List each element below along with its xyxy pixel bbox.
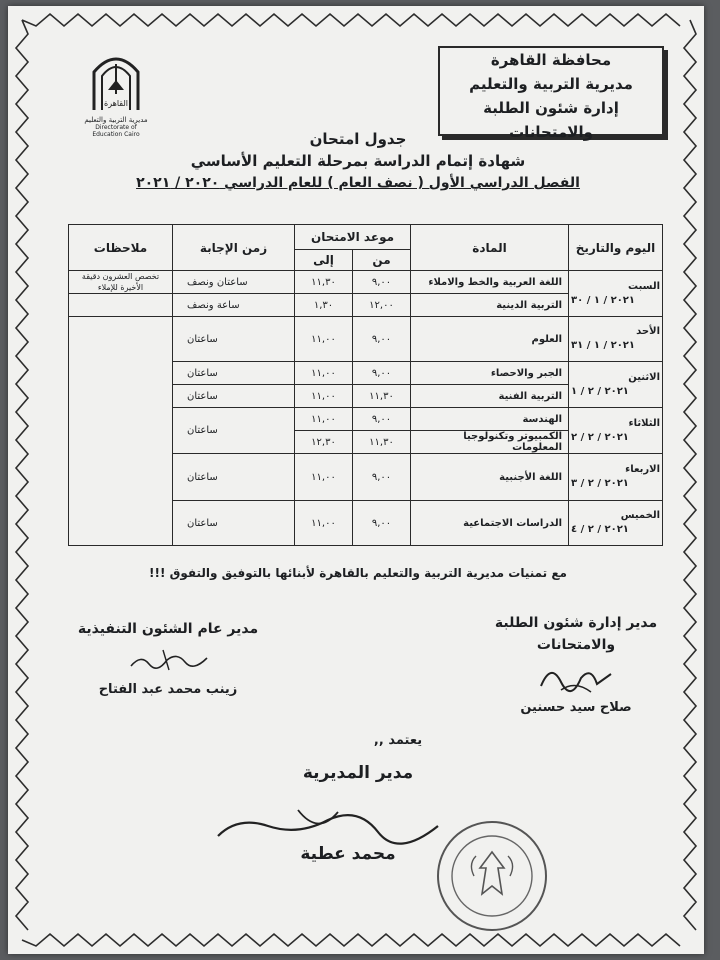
day-name: الأحد [636, 326, 661, 337]
handwritten-signature-icon [123, 640, 213, 680]
from-cell: ١٢,٠٠ [353, 294, 411, 317]
from-cell: ٩,٠٠ [353, 362, 411, 385]
from-cell: ٩,٠٠ [353, 408, 411, 431]
duration-cell: ساعتان [173, 408, 295, 454]
subject-cell: الجبر والاحصاء [411, 362, 569, 385]
header-to: إلى [295, 250, 353, 271]
notes-cell: تخصص العشرون دقيقة الأخيرة للإملاء [69, 271, 173, 294]
subject-cell: اللغة العربية والخط والاملاء [411, 271, 569, 294]
header-day-date: اليوم والتاريخ [569, 225, 663, 271]
day-name: الاثنين [628, 371, 661, 383]
duration-cell: ساعتان [173, 362, 295, 385]
document-page [8, 6, 704, 954]
day-name: الاربعاء [625, 464, 661, 475]
title-exam-schedule: جدول امتحان [309, 130, 407, 148]
signatory-title: مدير إدارة شئون الطلبة والامتحانات [494, 615, 658, 653]
exam-schedule-table [68, 224, 663, 546]
to-cell: ١١,٠٠ [295, 408, 353, 431]
to-cell: ١١,٠٠ [295, 454, 353, 501]
day-cell [569, 408, 663, 454]
directorate-header-box [438, 46, 664, 141]
handwritten-signature-icon [531, 656, 621, 698]
title-certificate: شهادة إتمام الدراسة بمرحلة التعليم الأساسي [190, 152, 526, 170]
border-zigzag [22, 14, 680, 26]
from-cell: ٩,٠٠ [353, 454, 411, 501]
cairo-emblem-icon [88, 50, 144, 112]
to-cell: ١١,٠٠ [295, 317, 353, 362]
day-date: ٢٠٢١ / ٢ / ١ [571, 385, 629, 397]
day-name: الثلاثاء [628, 417, 661, 429]
closing-wish: مع تمنيات مديرية التربية والتعليم بالقاهرة لأبنائها بالتوفيق والتفوق !!! [149, 566, 567, 580]
subject-cell: الكمبيوتر وتكنولوجيا المعلومات [411, 431, 569, 454]
header-exam-time: موعد الامتحان [295, 225, 411, 250]
day-date: ٢٠٢١ / ١ / ٣٠ [571, 294, 636, 306]
header-from: من [353, 250, 411, 271]
document-titles [128, 128, 588, 194]
subject-cell: الهندسة [411, 408, 569, 431]
header-notes: ملاحظات [69, 225, 173, 271]
duration-cell: ساعتان ونصف [173, 271, 295, 294]
to-cell: ١١,٠٠ [295, 385, 353, 408]
logo-caption-en: Directorate of Education Cairo [92, 124, 140, 138]
duration-cell: ساعة ونصف [173, 294, 295, 317]
from-cell: ١١,٣٠ [353, 385, 411, 408]
day-cell [569, 362, 663, 408]
department-label: إدارة شئون الطلبة والامتحانات [483, 99, 619, 141]
day-cell [569, 271, 663, 317]
subject-cell: التربية الفنية [411, 385, 569, 408]
day-cell [569, 454, 663, 501]
signatory-name: زينب محمد عبد الفتاح [98, 682, 238, 697]
subject-cell: الدراسات الاجتماعية [411, 501, 569, 546]
signatory-title: مدير عام الشئون التنفيذية [77, 621, 259, 637]
to-cell: ١,٣٠ [295, 294, 353, 317]
emblem-text: القاهرة [104, 99, 128, 108]
border-zigzag [684, 20, 696, 930]
header-subject: المادة [411, 225, 569, 271]
day-date: ٢٠٢١ / ٢ / ٢ [571, 431, 629, 443]
day-name: الخميس [620, 510, 661, 521]
director-title: مدير المديرية [302, 763, 414, 783]
director-name: محمد عطية [300, 844, 396, 864]
duration-cell: ساعتان [173, 454, 295, 501]
signature-block-right [478, 612, 674, 718]
approval-label: يعتمد ,, [373, 733, 423, 748]
signatory-name: صلاح سيد حسنين [520, 700, 632, 715]
day-date: ٢٠٢١ / ٢ / ٣ [571, 478, 629, 489]
day-cell [569, 317, 663, 362]
border-zigzag [22, 934, 680, 946]
day-date: ٢٠٢١ / ١ / ٣١ [571, 340, 636, 351]
day-name: السبت [627, 280, 661, 292]
from-cell: ١١,٣٠ [353, 431, 411, 454]
to-cell: ١١,٠٠ [295, 501, 353, 546]
to-cell: ١٢,٣٠ [295, 431, 353, 454]
day-date: ٢٠٢١ / ٢ / ٤ [571, 524, 629, 535]
duration-cell: ساعتان [173, 385, 295, 408]
subject-cell: العلوم [411, 317, 569, 362]
duration-cell: ساعتان [173, 501, 295, 546]
notes-cell-empty [69, 294, 173, 317]
duration-cell: ساعتان [173, 317, 295, 362]
cairo-logo [80, 50, 152, 140]
day-cell [569, 501, 663, 546]
header-duration: زمن الإجابة [173, 225, 295, 271]
border-zigzag [16, 20, 28, 930]
governorate-label: محافظة القاهرة [490, 51, 612, 69]
notes-cell-empty [69, 317, 173, 546]
title-term: الفصل الدراسي الأول ( نصف العام ) للعام الدراسي ٢٠٢٠ / ٢٠٢١ [136, 175, 580, 191]
from-cell: ٩,٠٠ [353, 271, 411, 294]
to-cell: ١١,٣٠ [295, 271, 353, 294]
from-cell: ٩,٠٠ [353, 501, 411, 546]
from-cell: ٩,٠٠ [353, 317, 411, 362]
to-cell: ١١,٠٠ [295, 362, 353, 385]
directorate-label: مديرية التربية والتعليم [469, 75, 633, 93]
official-seal-icon [432, 816, 552, 936]
signature-block-left [70, 618, 266, 700]
subject-cell: التربية الدينية [411, 294, 569, 317]
logo-caption: مديرية التربية والتعليم [84, 116, 148, 124]
subject-cell: اللغة الأجنبية [411, 454, 569, 501]
